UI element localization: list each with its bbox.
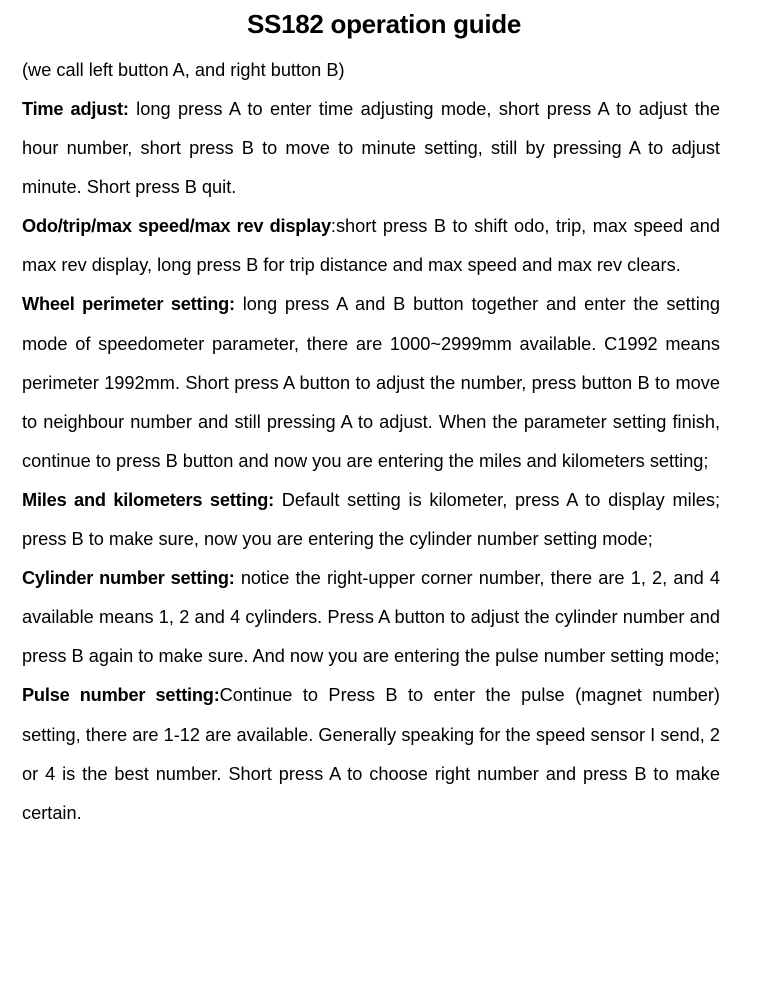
section-label: Time adjust:	[22, 99, 129, 119]
section-miles-kilometers	[22, 481, 720, 559]
section-text: :short press B to shift odo, trip, max speed and max rev display, long press B for trip distance and max speed and max rev clears.	[22, 216, 721, 276]
section-odo-trip-display	[22, 207, 720, 285]
section-time-adjust	[22, 90, 720, 207]
section-wheel-perimeter	[22, 285, 720, 480]
section-cylinder-number	[22, 559, 720, 676]
section-text: Default setting is kilometer, press A to display miles; press B to make sure, now you are entering the cylinder number setting mode;	[22, 489, 720, 550]
section-label: Odo/trip/max speed/max rev display	[22, 216, 331, 237]
section-text: Continue to Press B to enter the pulse (magnet number) setting, there are 1-12 are available. Generally speaking for the speed sensor I send, 2 or 4 is the best number. Short press A to choose right number and press B to make certain.	[22, 685, 720, 823]
section-text: notice the right-upper corner number, there are 1, 2, and 4 available means 1, 2 and 4 cylinders. Press A button to adjust the cylinder number and press B again to make sure. And now you are entering the pulse number setting mode;	[22, 568, 720, 667]
section-label: Cylinder number setting:	[22, 568, 235, 589]
section-text: long press A and B button together and enter the setting mode of speedometer parameter, there are 1000~2999mm available. C1992 means perimeter 1992mm. Short press A button to adjust the number, press button B to move to neighbour number and still pressing A to adjust. When the parameter setting finish, continue to press B button and now you are entering the miles and kilometers setting;	[22, 294, 720, 471]
section-label: Pulse number setting:	[22, 685, 220, 706]
section-label: Wheel perimeter setting:	[22, 294, 235, 315]
section-text: long press A to enter time adjusting mode, short press A to adjust the hour number, short press B to move to minute setting, still by pressing A to adjust minute. Short press B quit.	[22, 99, 721, 198]
intro-note: (we call left button A, and right button B)	[22, 60, 345, 80]
section-label: Miles and kilometers setting:	[22, 489, 274, 510]
section-pulse-number	[22, 676, 720, 832]
page-title: SS182 operation guide	[247, 9, 521, 39]
